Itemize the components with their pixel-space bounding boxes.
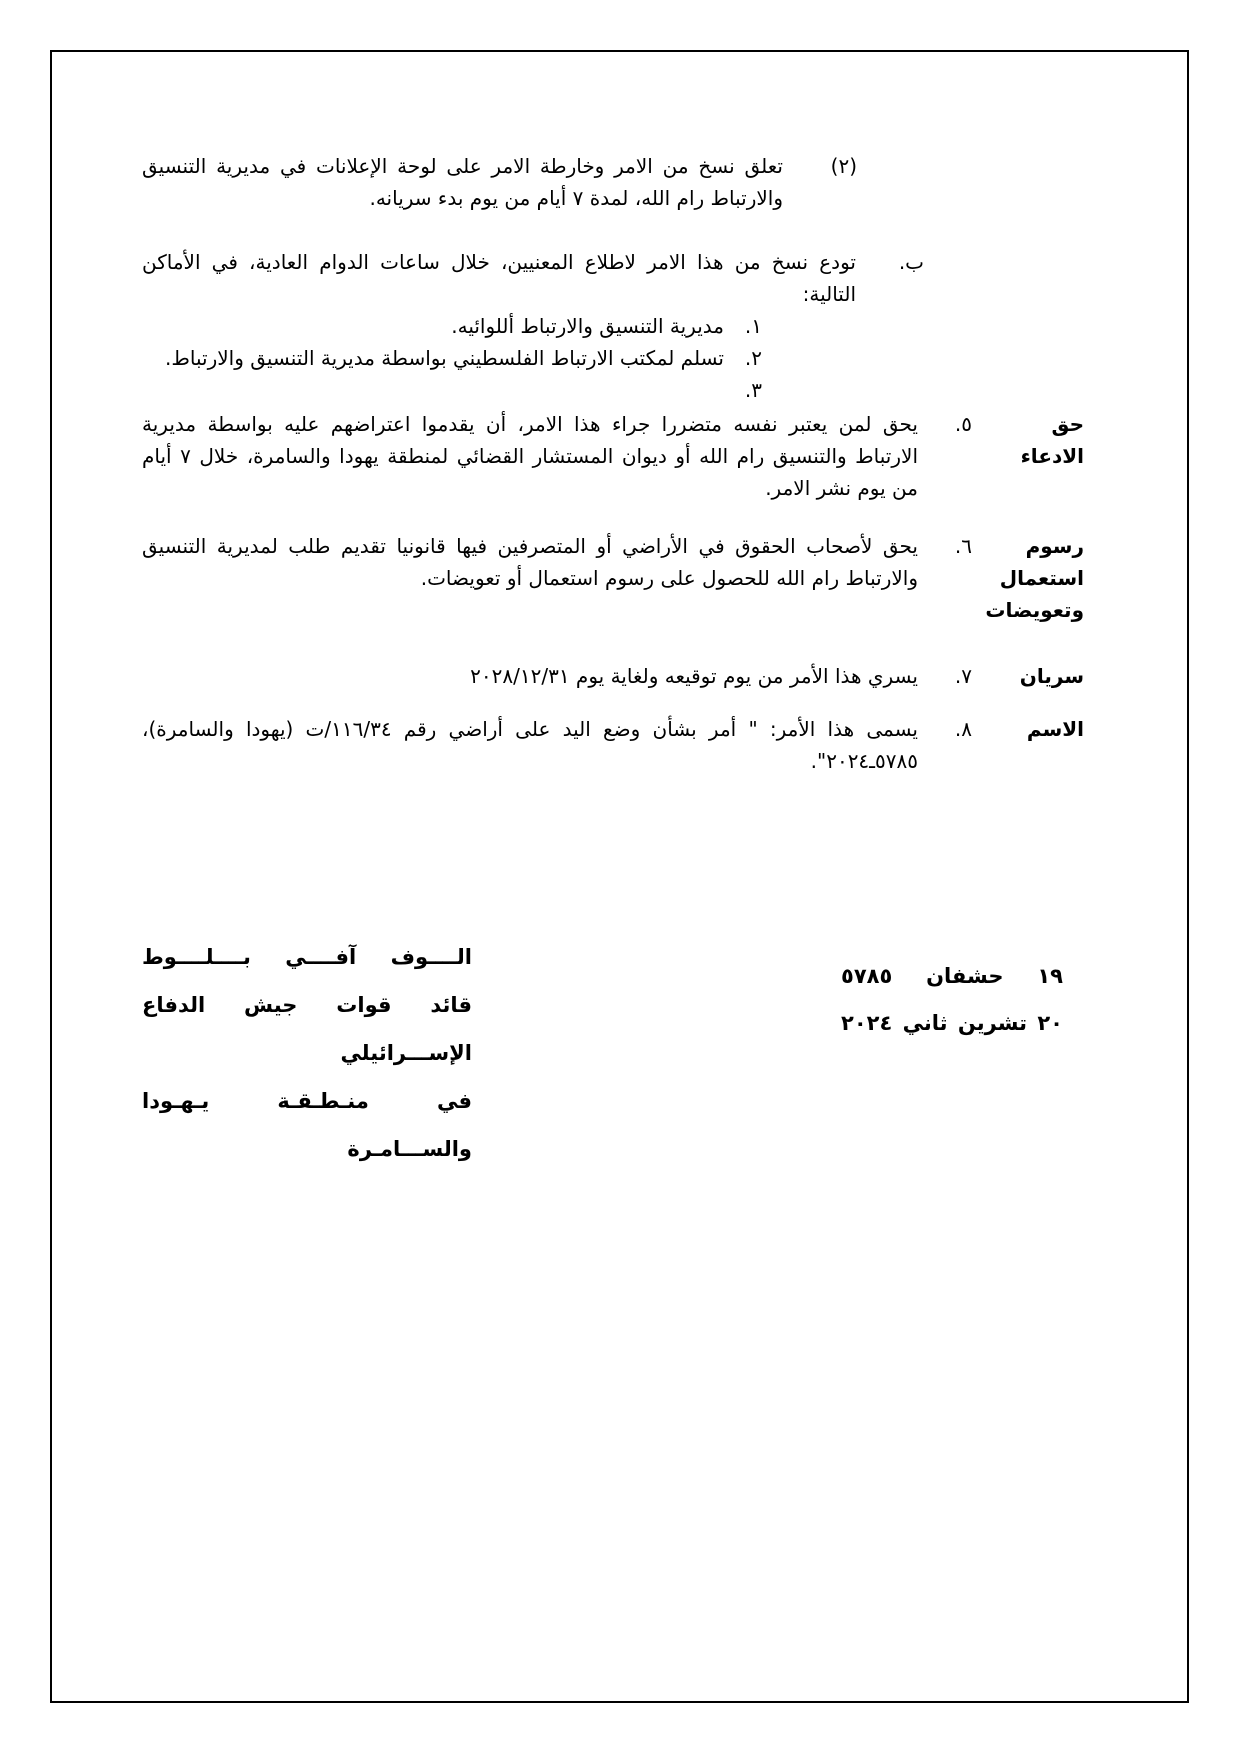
list-item: [142, 310, 762, 342]
section-label: رسوم استعمال وتعويضات: [985, 534, 1084, 622]
section-label: سريان: [1019, 664, 1084, 688]
section-number: ٦.: [954, 534, 972, 558]
signature-name: الــــوف آفــــي بــــلــــوط: [142, 945, 472, 969]
section-number: ٧.: [954, 664, 972, 688]
list-item-marker: ٢.: [744, 346, 762, 370]
section-number: ٨.: [954, 717, 972, 741]
signature-block: [142, 933, 472, 1173]
list-item-marker: ٣.: [744, 378, 762, 402]
section-text: يحق لأصحاب الحقوق في الأراضي أو المتصرفين فيها قانونيا تقديم طلب لمديرية التنسيق والارتباط رام الله للحصول على رسوم استعمال أو تعويضات.: [142, 534, 918, 590]
document-content: [52, 52, 1187, 1701]
gregorian-date: ٢٠ تشرين ثاني ٢٠٢٤: [841, 1011, 1063, 1035]
document-frame: [50, 50, 1189, 1703]
section-claim-right: [142, 408, 1084, 504]
section-label: الاسم: [1026, 717, 1084, 741]
item-b-marker: ب.: [898, 250, 924, 274]
list-item: [142, 374, 762, 406]
section-fees-compensation: [142, 530, 1084, 626]
list-item-text: مديرية التنسيق والارتباط أللوائيه.: [451, 314, 724, 338]
section-name: [142, 713, 1084, 777]
signature-region: في منـطـقـة يـهـودا والســـامـرة: [142, 1089, 472, 1161]
section-text: يسري هذا الأمر من يوم توقيعه ولغاية يوم ٢٠٢٨/١٢/٣١: [470, 664, 918, 688]
para-item-b: [142, 246, 924, 310]
locations-list: [142, 310, 1084, 406]
signature-title: قائد قوات جيش الدفاع الإســـرائيلي: [142, 993, 472, 1065]
item-b-text: تودع نسخ من هذا الامر لاطلاع المعنيين، خلال ساعات الدوام العادية، في الأماكن التالية:: [142, 250, 856, 306]
section-text: يحق لمن يعتبر نفسه متضررا جراء هذا الامر، أن يقدموا اعتراضهم عليه بواسطة مديرية الارتباط والتنسيق رام الله أو ديوان المستشار القضائي لمنطقة يهودا والسامرة، خلال ٧ أيام من يوم نشر الامر.: [142, 412, 918, 500]
section-text: يسمى هذا الأمر: " أمر بشأن وضع اليد على أراضي رقم ١١٦/٣٤/ت (يهودا والسامرة)، ٥٧٨٥ـ٢٠٢٤".: [142, 717, 918, 773]
signature-date-row: [142, 933, 1084, 1173]
section-validity: [142, 660, 1084, 692]
date-block: [841, 953, 1063, 1047]
list-item: [142, 342, 762, 374]
list-item-marker: ١.: [744, 314, 762, 338]
section-number: ٥.: [954, 412, 972, 436]
hebrew-date: ١٩ حشفان ٥٧٨٥: [841, 964, 1063, 988]
list-item-text: [142, 374, 724, 406]
sub-item-2-marker: (٢): [830, 154, 857, 178]
para-sub-item-2: [142, 150, 857, 214]
list-item-text: تسلم لمكتب الارتباط الفلسطيني بواسطة مديرية التنسيق والارتباط.: [165, 346, 724, 370]
sub-item-2-text: تعلق نسخ من الامر وخارطة الامر على لوحة الإعلانات في مديرية التنسيق والارتباط رام الله، لمدة ٧ أيام من يوم بدء سريانه.: [142, 154, 783, 210]
section-label: حق الادعاء: [1020, 412, 1084, 468]
